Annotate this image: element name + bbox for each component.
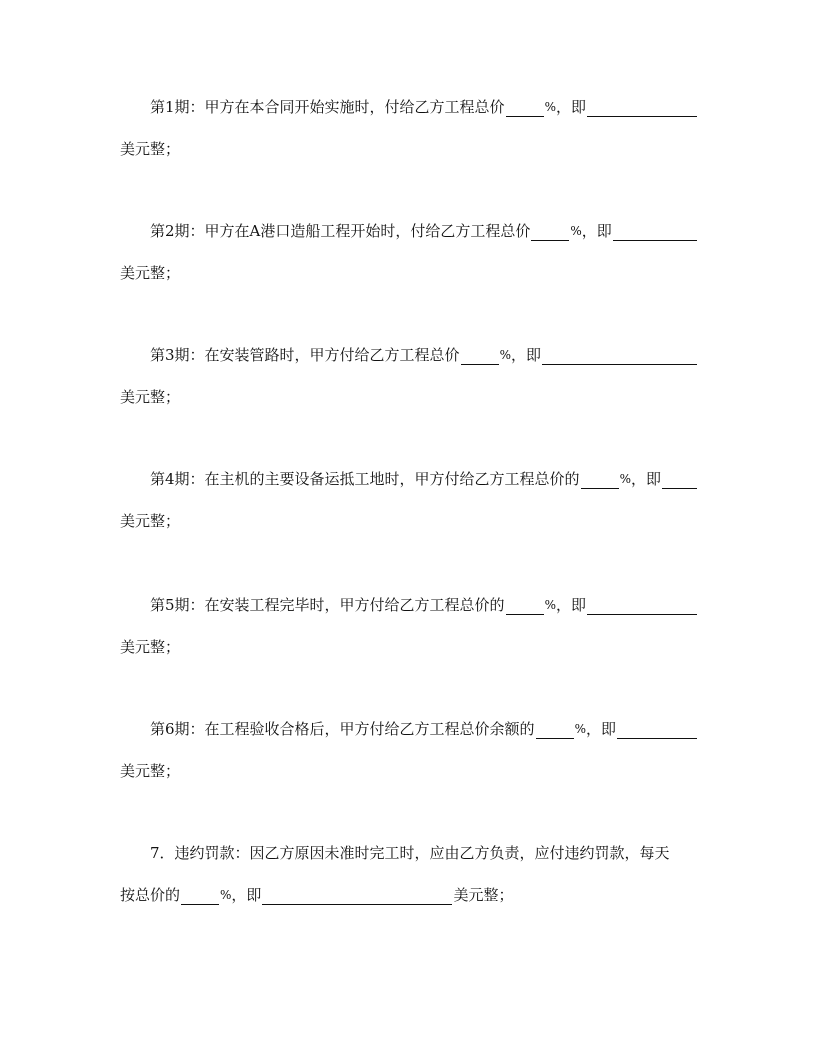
- clause-text-mid: ，即: [555, 596, 586, 614]
- clause-label: 第1期: [150, 98, 190, 116]
- payment-clause-2: [120, 221, 698, 283]
- payment-clause-6: [120, 719, 698, 781]
- amount-blank[interactable]: [617, 722, 697, 739]
- clause-label: 第3期: [150, 346, 190, 364]
- clause-line-2: [120, 637, 698, 657]
- clause-text: ：在安装管路时，甲方付给乙方工程总价: [189, 346, 460, 364]
- clause-label: 第6期: [150, 720, 190, 738]
- payment-clause-4: [120, 469, 698, 531]
- percent-blank[interactable]: [581, 472, 619, 489]
- percent-blank[interactable]: [536, 722, 574, 739]
- clause-text-mid: ，即: [510, 346, 541, 364]
- clause-text-mid: ，即: [581, 222, 612, 240]
- amount-blank[interactable]: [587, 598, 697, 615]
- clause-currency-text: 美元整；: [120, 762, 181, 780]
- clause-text: ：在工程验收合格后，甲方付给乙方工程总价余额的: [189, 720, 535, 738]
- clause-line-1: [120, 221, 698, 241]
- amount-blank[interactable]: [542, 348, 697, 365]
- clause-text-mid: ，即: [555, 98, 586, 116]
- payment-clause-5: [120, 595, 698, 657]
- percent-symbol: %: [544, 100, 556, 114]
- clause-currency-text: 美元整；: [120, 512, 181, 530]
- penalty-text-mid: ，即: [231, 886, 262, 904]
- clause-line-2: [120, 263, 698, 283]
- clause-line-2: [120, 761, 698, 781]
- clause-currency-text: 美元整；: [120, 264, 181, 282]
- payment-clause-1: [120, 97, 698, 159]
- penalty-text-before: 按总价的: [120, 886, 181, 904]
- clause-line-2: [120, 511, 698, 531]
- clause-currency-text: 美元整；: [120, 388, 181, 406]
- percent-blank[interactable]: [531, 224, 569, 241]
- amount-blank[interactable]: [262, 888, 452, 905]
- percent-symbol: %: [544, 598, 556, 612]
- clause-text: ：在安装工程完毕时，甲方付给乙方工程总价的: [189, 596, 505, 614]
- percent-blank[interactable]: [461, 348, 499, 365]
- clause-label: 第4期: [150, 470, 190, 488]
- penalty-clause: [120, 843, 698, 905]
- clause-text-mid: ，即: [585, 720, 616, 738]
- clause-label: 第2期: [150, 222, 190, 240]
- clause-line-2: [120, 387, 698, 407]
- amount-blank[interactable]: [662, 472, 697, 489]
- amount-blank[interactable]: [587, 100, 697, 117]
- percent-blank[interactable]: [506, 100, 544, 117]
- percent-blank[interactable]: [181, 888, 219, 905]
- clause-text: ：在主机的主要设备运抵工地时，甲方付给乙方工程总价的: [189, 470, 580, 488]
- percent-symbol: %: [570, 224, 582, 238]
- clause-line-1: [120, 345, 698, 365]
- penalty-line-2: [120, 885, 698, 905]
- clause-text-mid: ，即: [630, 470, 661, 488]
- percent-symbol: %: [619, 472, 631, 486]
- clause-line-1: [120, 719, 698, 739]
- clause-line-1: [120, 97, 698, 117]
- clause-line-2: [120, 139, 698, 159]
- penalty-line-1: [120, 843, 698, 863]
- clause-currency-text: 美元整；: [120, 140, 181, 158]
- clause-text: ：甲方在A港口造船工程开始时，付给乙方工程总价: [189, 222, 531, 240]
- percent-symbol: %: [574, 722, 586, 736]
- amount-blank[interactable]: [613, 224, 697, 241]
- percent-symbol: %: [499, 348, 511, 362]
- clause-line-1: [120, 595, 698, 615]
- clause-line-1: [120, 469, 698, 489]
- penalty-currency-text: 美元整；: [453, 886, 514, 904]
- payment-clause-3: [120, 345, 698, 407]
- clause-label: 第5期: [150, 596, 190, 614]
- clause-text: ：甲方在本合同开始实施时，付给乙方工程总价: [189, 98, 505, 116]
- clause-currency-text: 美元整；: [120, 638, 181, 656]
- percent-blank[interactable]: [506, 598, 544, 615]
- percent-symbol: %: [220, 888, 232, 902]
- penalty-text: 7．违约罚款：因乙方原因未准时完工时，应由乙方负责，应付违约罚款，每天: [150, 844, 670, 862]
